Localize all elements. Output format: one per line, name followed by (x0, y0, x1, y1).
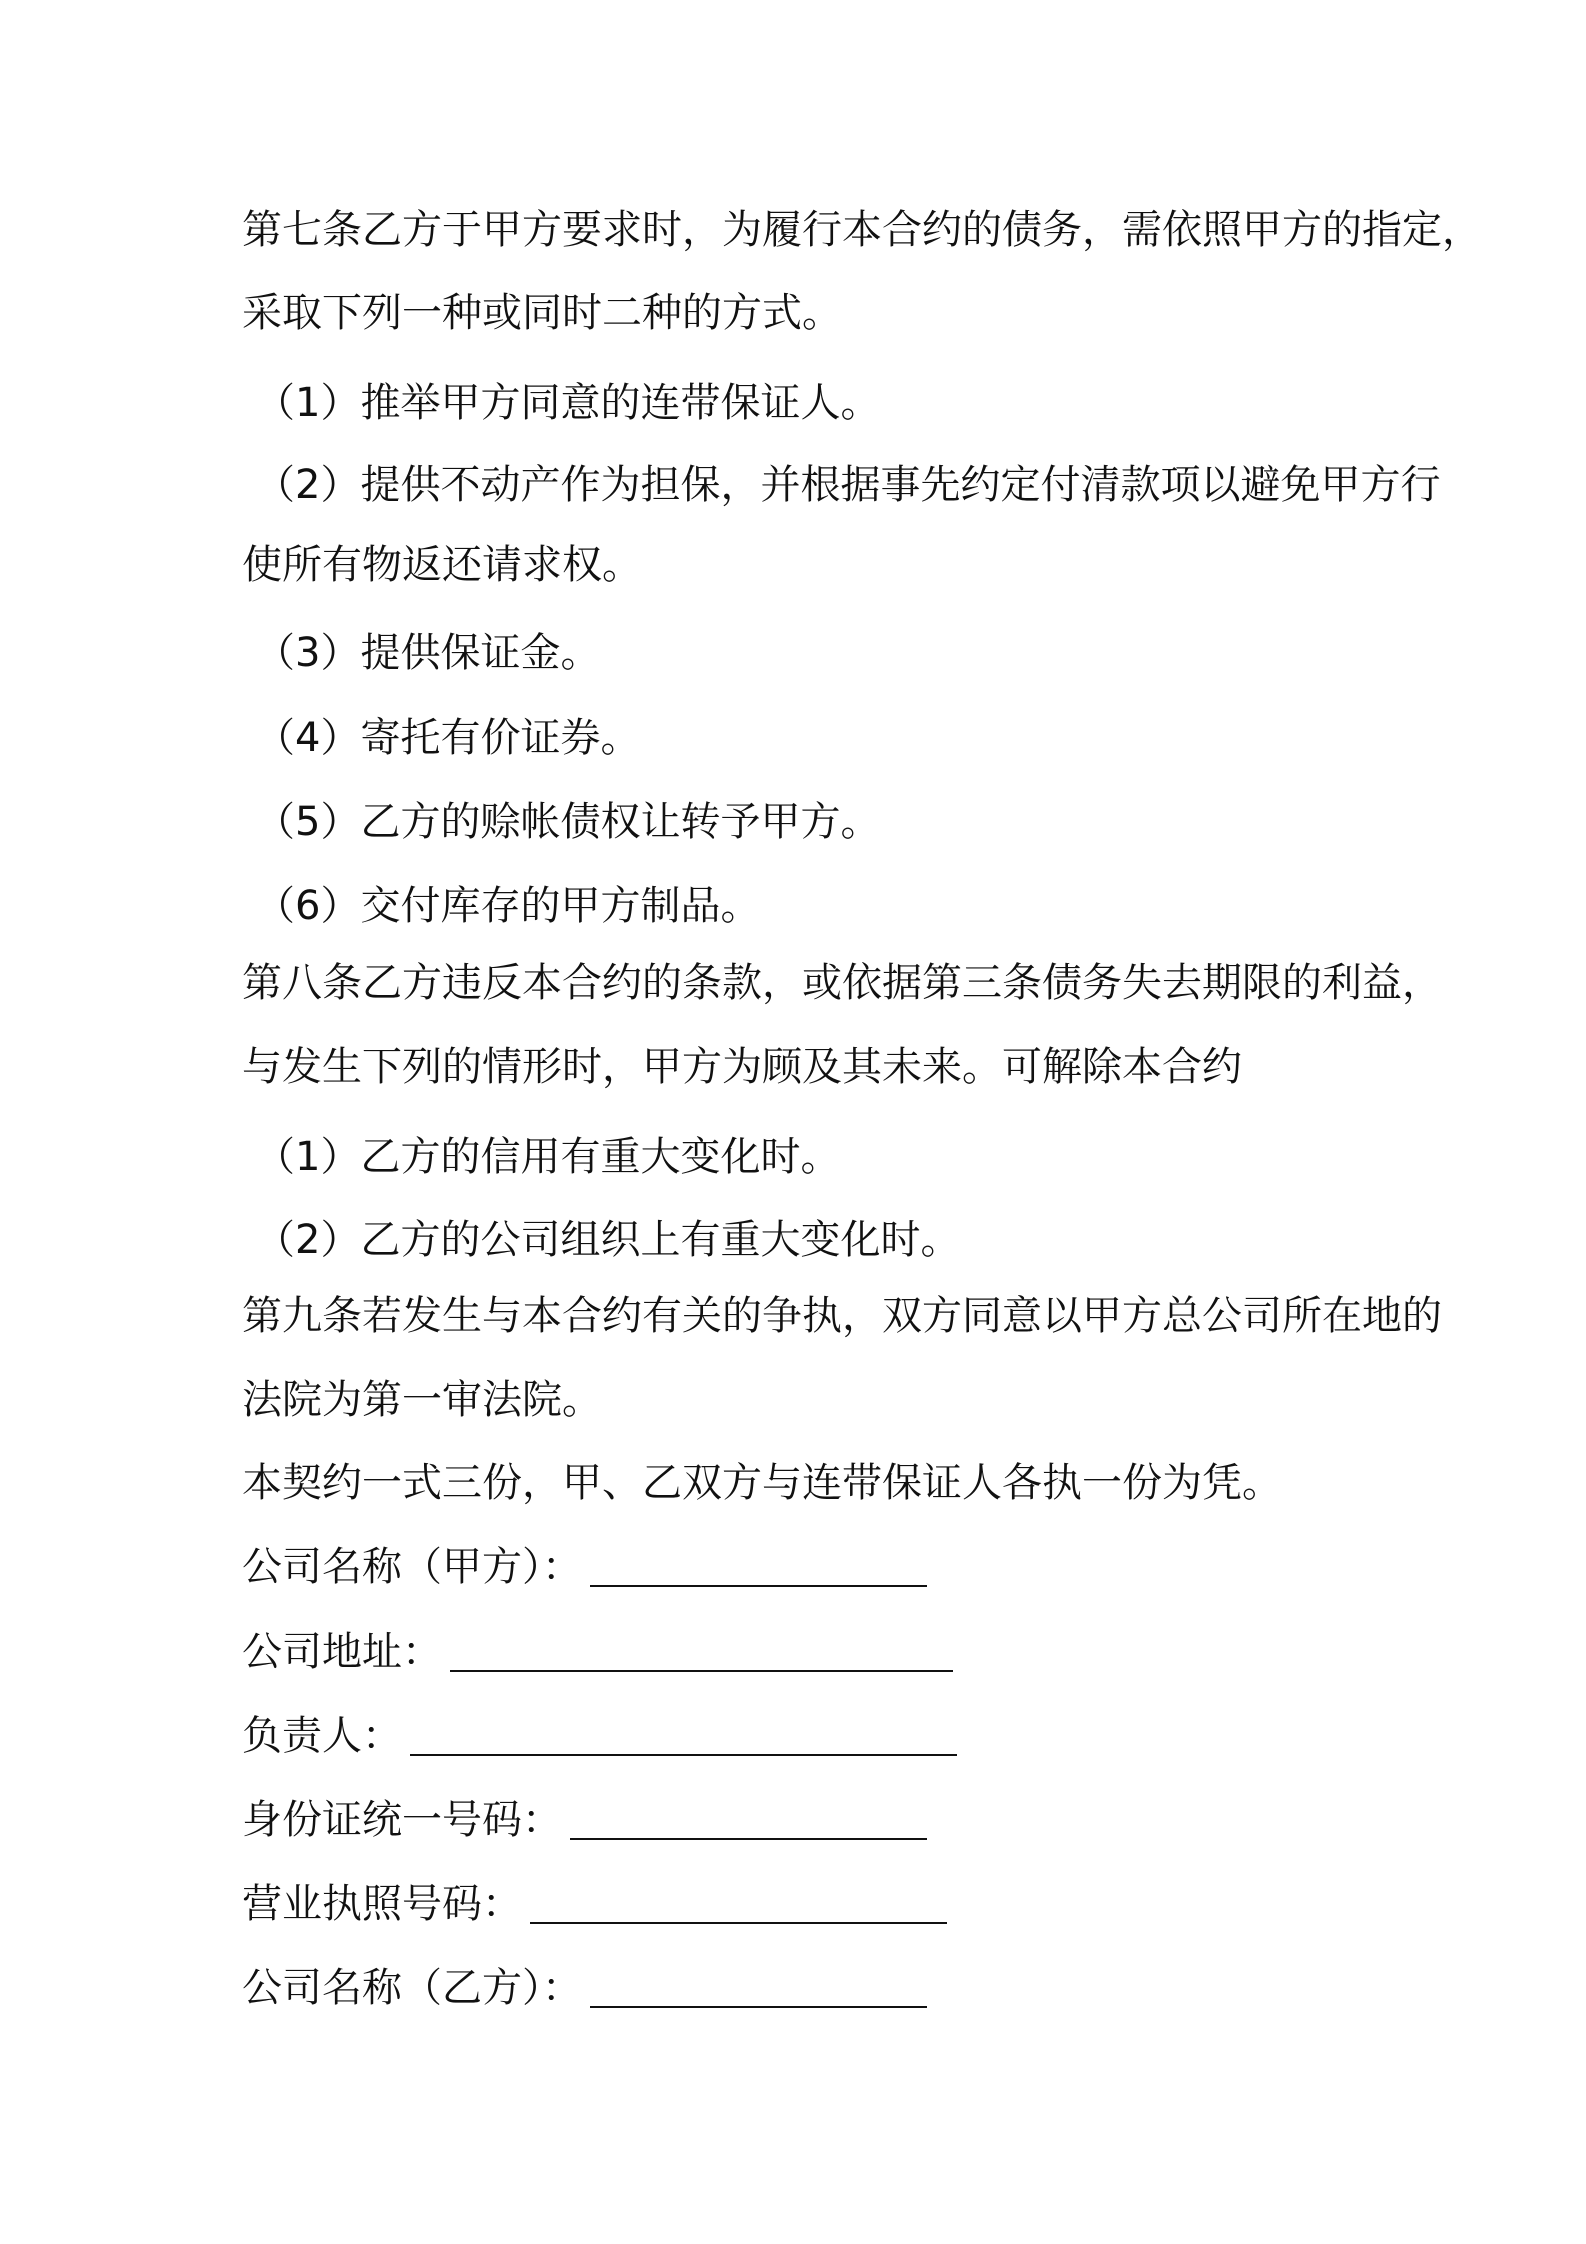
article8-item-2: （2）乙方的公司组织上有重大变化时。 (255, 1217, 961, 1263)
field-label: 身份证统一号码： (242, 1797, 562, 1843)
fill-in-blank[interactable] (590, 1549, 927, 1587)
field-id-number (242, 1797, 927, 1843)
article9-line1: 第九条若发生与本合约有关的争执，双方同意以甲方总公司所在地的 (242, 1293, 1442, 1339)
field-label: 公司名称（乙方）： (242, 1965, 582, 2011)
field-company-address (242, 1629, 953, 1675)
article7-line1: 第七条乙方于甲方要求时，为履行本合约的债务，需依照甲方的指定， (242, 207, 1482, 253)
article8-item-1: （1）乙方的信用有重大变化时。 (255, 1134, 841, 1180)
article8-line2: 与发生下列的情形时，甲方为顾及其未来。可解除本合约 (242, 1044, 1242, 1090)
article7-item-3: （3）提供保证金。 (255, 630, 601, 676)
article7-item-1: （1）推举甲方同意的连带保证人。 (255, 380, 881, 426)
copies-statement: 本契约一式三份，甲、乙双方与连带保证人各执一份为凭。 (242, 1460, 1282, 1506)
fill-in-blank[interactable] (590, 1970, 927, 2008)
article7-item-5: （5）乙方的赊帐债权让转予甲方。 (255, 799, 881, 845)
article7-item-2-cont: 使所有物返还请求权。 (242, 542, 642, 588)
fill-in-blank[interactable] (450, 1634, 953, 1672)
field-company-name-party-b (242, 1965, 927, 2011)
field-company-name-party-a (242, 1544, 927, 1590)
field-business-license-number (242, 1881, 947, 1927)
article8-line1: 第八条乙方违反本合约的条款，或依据第三条债务失去期限的利益， (242, 960, 1442, 1006)
article7-item-4: （4）寄托有价证券。 (255, 715, 641, 761)
field-label: 公司地址： (242, 1629, 442, 1675)
fill-in-blank[interactable] (410, 1718, 957, 1756)
article7-item-6: （6）交付库存的甲方制品。 (255, 883, 761, 929)
field-label: 营业执照号码： (242, 1881, 522, 1927)
article7-line2: 采取下列一种或同时二种的方式。 (242, 290, 842, 336)
article7-item-2: （2）提供不动产作为担保，并根据事先约定付清款项以避免甲方行 (255, 462, 1441, 508)
field-label: 公司名称（甲方）： (242, 1544, 582, 1590)
fill-in-blank[interactable] (530, 1886, 947, 1924)
article9-line2: 法院为第一审法院。 (242, 1377, 602, 1423)
field-label: 负责人： (242, 1713, 402, 1759)
fill-in-blank[interactable] (570, 1802, 927, 1840)
field-responsible-person (242, 1713, 957, 1759)
